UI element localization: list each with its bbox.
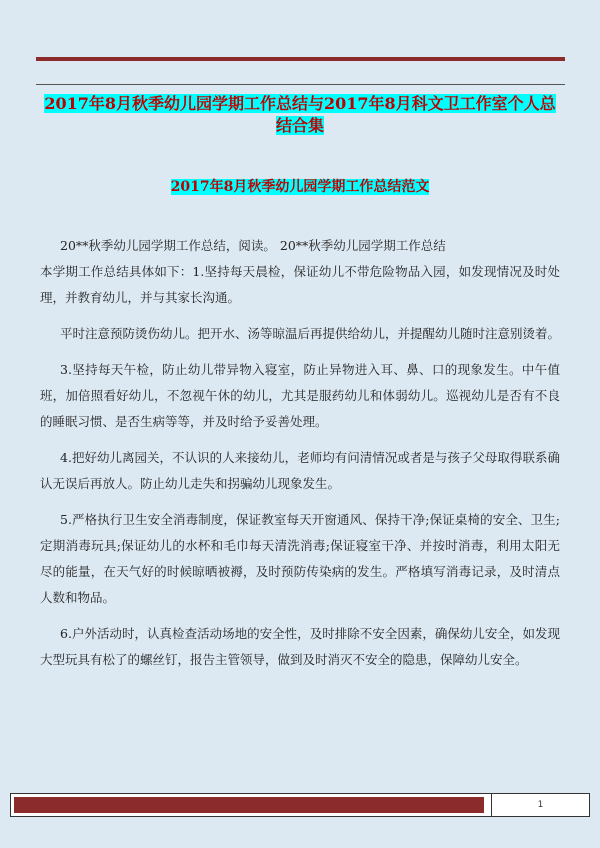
paragraph-4-text: 3.坚持每天午检，防止幼儿带异物入寝室，防止异物进入耳、鼻、口的现象发生。中午值班，加倍照看好幼儿，不忽视午休的幼儿，尤其是服药幼儿和体弱幼儿。巡视幼儿是否有不良的睡眠习惯、是否生病等等，并及时给予妥善处理。 [40,362,560,429]
page-footer [10,793,590,817]
paragraph-7 [40,621,560,673]
section-title [40,177,560,197]
paragraph-6 [40,507,560,611]
paragraph-7-text: 6.户外活动时，认真检查活动场地的安全性，及时排除不安全因素，确保幼儿安全，如发现大型玩具有松了的螺丝钉，报告主管领导，做到及时消灭不安全的隐患，保障幼儿安全。 [40,626,560,667]
header-rule-thin [36,84,565,85]
paragraph-2-text: 本学期工作总结具体如下：1.坚持每天晨检，保证幼儿不带危险物品入园，如发现情况及时处理，并教育幼儿，并与其家长沟通。 [40,264,560,305]
document-body [40,233,561,683]
page-number: 1 [537,800,544,810]
paragraph-6-text: 5.严格执行卫生安全消毒制度，保证教室每天开窗通风、保持干净;保证桌椅的安全、卫生;定期消毒玩具;保证幼儿的水杯和毛巾每天清洗消毒;保证寝室干净、并按时消毒，利用太阳无尽的能量，在天气好的时候晾晒被褥，及时预防传染病的发生。严格填写消毒记录，及时清点人数和物品。 [40,512,560,605]
paragraph-1 [60,233,560,259]
paragraph-1-text: 20**秋季幼儿园学期工作总结，阅读。 20**秋季幼儿园学期工作总结 [60,238,446,253]
paragraph-3 [40,321,560,347]
paragraph-2 [40,259,560,311]
footer-accent-bar [14,797,484,813]
document-title [40,93,560,137]
document-title-text: 2017年8月秋季幼儿园学期工作总结与2017年8月科文卫工作室个人总结合集 [44,94,556,135]
paragraph-5-text: 4.把好幼儿离园关，不认识的人来接幼儿，老师均有问清情况或者是与孩子父母取得联系确认无误后再放人。防止幼儿走失和拐骗幼儿现象发生。 [40,450,560,491]
section-title-text: 2017年8月秋季幼儿园学期工作总结范文 [170,179,430,195]
paragraph-4 [40,357,560,435]
paragraph-5 [40,445,560,497]
header-rule-thick [36,57,565,61]
paragraph-3-text: 平时注意预防烫伤幼儿。把开水、汤等晾温后再提供给幼儿，并提醒幼儿随时注意别烫着。 [60,326,561,341]
